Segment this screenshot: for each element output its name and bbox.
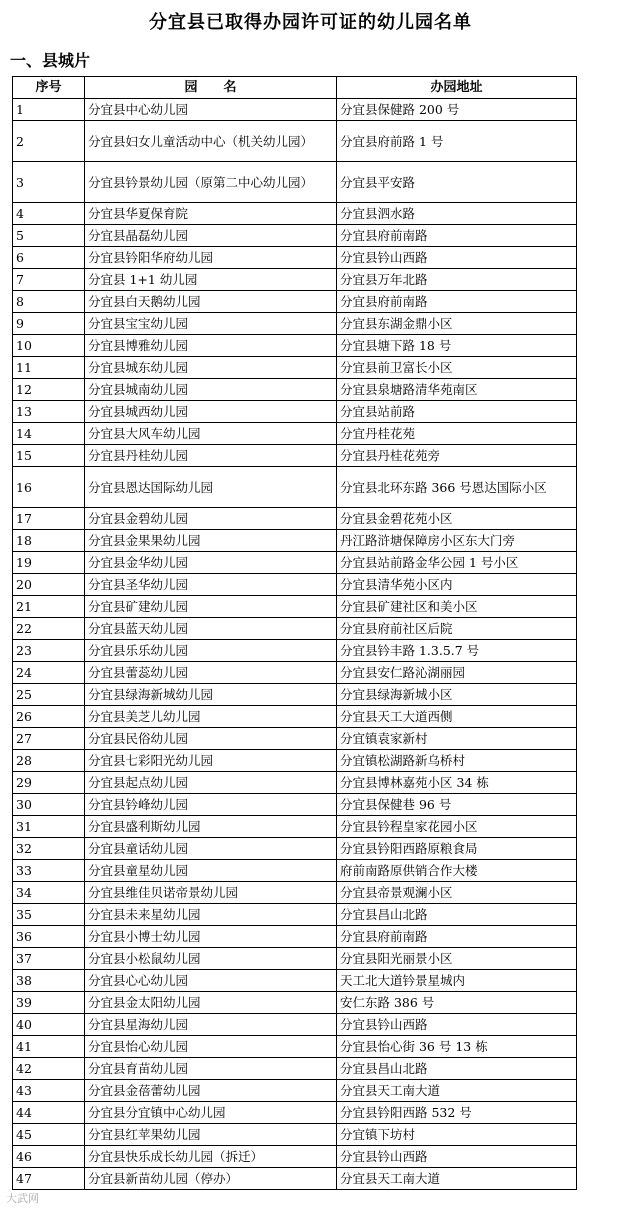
table-row (13, 684, 577, 706)
row-number: 32 (13, 838, 85, 860)
row-number: 41 (13, 1036, 85, 1058)
table-row (13, 772, 577, 794)
table-row (13, 1168, 577, 1190)
row-number: 43 (13, 1080, 85, 1102)
table-row (13, 970, 577, 992)
kindergarten-address: 分宜镇松湖路新乌桥村 (337, 750, 577, 772)
table-row (13, 1036, 577, 1058)
table-row (13, 706, 577, 728)
row-number: 9 (13, 313, 85, 335)
kindergarten-address: 分宜县清华苑小区内 (337, 574, 577, 596)
kindergarten-address: 分宜县钤程皇家花园小区 (337, 816, 577, 838)
row-number: 42 (13, 1058, 85, 1080)
row-number: 26 (13, 706, 85, 728)
kindergarten-address: 分宜县塘下路 18 号 (337, 335, 577, 357)
kindergarten-address: 分宜县阳光丽景小区 (337, 948, 577, 970)
row-number: 34 (13, 882, 85, 904)
kindergarten-name: 分宜县蕾蕊幼儿园 (85, 662, 337, 684)
row-number: 38 (13, 970, 85, 992)
table-row (13, 552, 577, 574)
section-heading: 一、县城片 (10, 51, 91, 70)
table-row (13, 423, 577, 445)
kindergarten-address: 分宜县平安路 (337, 162, 577, 203)
kindergarten-name: 分宜县童话幼儿园 (85, 838, 337, 860)
table-row (13, 574, 577, 596)
kindergarten-name: 分宜县快乐成长幼儿园（拆迁） (85, 1146, 337, 1168)
table-row (13, 838, 577, 860)
kindergarten-address: 天工北大道钤景星城内 (337, 970, 577, 992)
kindergarten-name: 分宜县蓝天幼儿园 (85, 618, 337, 640)
row-number: 7 (13, 269, 85, 291)
kindergarten-address: 分宜县绿海新城小区 (337, 684, 577, 706)
table-row (13, 269, 577, 291)
row-number: 30 (13, 794, 85, 816)
row-number: 13 (13, 401, 85, 423)
row-number: 44 (13, 1102, 85, 1124)
kindergarten-address: 分宜县帝景观澜小区 (337, 882, 577, 904)
table-row (13, 882, 577, 904)
kindergarten-name: 分宜县妇女儿童活动中心（机关幼儿园） (85, 121, 337, 162)
kindergarten-address: 分宜县府前南路 (337, 291, 577, 313)
table-row (13, 247, 577, 269)
table-row (13, 379, 577, 401)
row-number: 28 (13, 750, 85, 772)
kindergarten-address: 分宜县站前路金华公园 1 号小区 (337, 552, 577, 574)
kindergarten-name: 分宜县七彩阳光幼儿园 (85, 750, 337, 772)
header-number: 序号 (13, 77, 85, 99)
kindergarten-name: 分宜县童星幼儿园 (85, 860, 337, 882)
kindergarten-name: 分宜县金果果幼儿园 (85, 530, 337, 552)
kindergarten-address: 分宜县天工大道西侧 (337, 706, 577, 728)
table-row (13, 860, 577, 882)
table-row (13, 467, 577, 508)
row-number: 47 (13, 1168, 85, 1190)
kindergarten-address: 分宜镇袁家新村 (337, 728, 577, 750)
kindergarten-address: 分宜县泉塘路清华苑南区 (337, 379, 577, 401)
kindergarten-address: 分宜县天工南大道 (337, 1080, 577, 1102)
kindergarten-name: 分宜县钤峰幼儿园 (85, 794, 337, 816)
table-row (13, 1080, 577, 1102)
kindergarten-name: 分宜县晶磊幼儿园 (85, 225, 337, 247)
kindergarten-address: 分宜县钤山西路 (337, 247, 577, 269)
kindergarten-address: 分宜县保健巷 96 号 (337, 794, 577, 816)
row-number: 2 (13, 121, 85, 162)
kindergarten-address: 分宜县博林嘉苑小区 34 栋 (337, 772, 577, 794)
kindergarten-name: 分宜县博雅幼儿园 (85, 335, 337, 357)
row-number: 37 (13, 948, 85, 970)
kindergarten-name: 分宜县新苗幼儿园（停办） (85, 1168, 337, 1190)
row-number: 35 (13, 904, 85, 926)
kindergarten-name: 分宜县金碧幼儿园 (85, 508, 337, 530)
kindergarten-name: 分宜县矿建幼儿园 (85, 596, 337, 618)
table-row (13, 530, 577, 552)
header-address: 办园地址 (337, 77, 577, 99)
kindergarten-name: 分宜县盛利斯幼儿园 (85, 816, 337, 838)
kindergarten-address: 安仁东路 386 号 (337, 992, 577, 1014)
row-number: 24 (13, 662, 85, 684)
kindergarten-address: 分宜县钤阳西路原粮食局 (337, 838, 577, 860)
table-row (13, 926, 577, 948)
kindergarten-name: 分宜县民俗幼儿园 (85, 728, 337, 750)
row-number: 14 (13, 423, 85, 445)
kindergarten-name: 分宜县恩达国际幼儿园 (85, 467, 337, 508)
kindergarten-name: 分宜县城南幼儿园 (85, 379, 337, 401)
table-header-row (13, 77, 577, 99)
table-row (13, 1146, 577, 1168)
kindergarten-address: 分宜县钤山西路 (337, 1146, 577, 1168)
table-row (13, 618, 577, 640)
table-row (13, 445, 577, 467)
row-number: 22 (13, 618, 85, 640)
kindergarten-name: 分宜县城西幼儿园 (85, 401, 337, 423)
table-row (13, 401, 577, 423)
kindergarten-name: 分宜县城东幼儿园 (85, 357, 337, 379)
kindergarten-address: 分宜县丹桂花苑旁 (337, 445, 577, 467)
kindergarten-address: 丹江路浒塘保障房小区东大门旁 (337, 530, 577, 552)
row-number: 18 (13, 530, 85, 552)
kindergarten-address: 分宜县昌山北路 (337, 1058, 577, 1080)
row-number: 45 (13, 1124, 85, 1146)
table-row (13, 203, 577, 225)
kindergarten-address: 分宜县保健路 200 号 (337, 99, 577, 121)
kindergarten-name: 分宜县小博士幼儿园 (85, 926, 337, 948)
page-title: 分宜县已取得办园许可证的幼儿园名单 (149, 12, 472, 33)
table-row (13, 121, 577, 162)
kindergarten-address: 分宜县万年北路 (337, 269, 577, 291)
kindergarten-address: 分宜县府前南路 (337, 926, 577, 948)
kindergarten-name: 分宜县中心幼儿园 (85, 99, 337, 121)
row-number: 46 (13, 1146, 85, 1168)
table-row (13, 596, 577, 618)
kindergarten-address: 分宜县钤山西路 (337, 1014, 577, 1036)
row-number: 15 (13, 445, 85, 467)
kindergarten-name: 分宜县小松鼠幼儿园 (85, 948, 337, 970)
kindergarten-name: 分宜县乐乐幼儿园 (85, 640, 337, 662)
table-row (13, 728, 577, 750)
table-row (13, 662, 577, 684)
table-row (13, 640, 577, 662)
header-name: 园 名 (85, 77, 337, 99)
kindergarten-address: 府前南路原供销合作大楼 (337, 860, 577, 882)
table-row (13, 291, 577, 313)
kindergarten-address: 分宜镇下坊村 (337, 1124, 577, 1146)
kindergarten-address: 分宜县天工南大道 (337, 1168, 577, 1190)
table-row (13, 357, 577, 379)
kindergarten-address: 分宜丹桂花苑 (337, 423, 577, 445)
kindergarten-name: 分宜县美芝儿幼儿园 (85, 706, 337, 728)
row-number: 39 (13, 992, 85, 1014)
table-row (13, 1058, 577, 1080)
row-number: 10 (13, 335, 85, 357)
kindergarten-address: 分宜县北环东路 366 号恩达国际小区 (337, 467, 577, 508)
row-number: 8 (13, 291, 85, 313)
kindergarten-address: 分宜县金碧花苑小区 (337, 508, 577, 530)
row-number: 31 (13, 816, 85, 838)
row-number: 20 (13, 574, 85, 596)
kindergarten-name: 分宜县金蓓蕾幼儿园 (85, 1080, 337, 1102)
kindergarten-address: 分宜县钤阳西路 532 号 (337, 1102, 577, 1124)
kindergarten-address: 分宜县府前社区后院 (337, 618, 577, 640)
row-number: 3 (13, 162, 85, 203)
table-row (13, 904, 577, 926)
kindergarten-name: 分宜县分宜镇中心幼儿园 (85, 1102, 337, 1124)
table-row (13, 162, 577, 203)
kindergarten-name: 分宜县未来星幼儿园 (85, 904, 337, 926)
table-row (13, 750, 577, 772)
table-row (13, 313, 577, 335)
row-number: 1 (13, 99, 85, 121)
table-row (13, 508, 577, 530)
table-row (13, 225, 577, 247)
kindergarten-address: 分宜县站前路 (337, 401, 577, 423)
kindergarten-name: 分宜县维佳贝诺帝景幼儿园 (85, 882, 337, 904)
kindergarten-address: 分宜县安仁路沁湖丽园 (337, 662, 577, 684)
kindergarten-address: 分宜县矿建社区和美小区 (337, 596, 577, 618)
row-number: 21 (13, 596, 85, 618)
kindergarten-name: 分宜县育苗幼儿园 (85, 1058, 337, 1080)
kindergarten-name: 分宜县心心幼儿园 (85, 970, 337, 992)
table-row (13, 948, 577, 970)
row-number: 25 (13, 684, 85, 706)
kindergarten-name: 分宜县金华幼儿园 (85, 552, 337, 574)
kindergarten-name: 分宜县丹桂幼儿园 (85, 445, 337, 467)
table-row (13, 794, 577, 816)
row-number: 6 (13, 247, 85, 269)
kindergarten-address: 分宜县府前路 1 号 (337, 121, 577, 162)
kindergarten-address: 分宜县昌山北路 (337, 904, 577, 926)
row-number: 36 (13, 926, 85, 948)
kindergarten-table (12, 76, 577, 1190)
row-number: 23 (13, 640, 85, 662)
row-number: 16 (13, 467, 85, 508)
row-number: 11 (13, 357, 85, 379)
table-row (13, 1102, 577, 1124)
kindergarten-name: 分宜县大风车幼儿园 (85, 423, 337, 445)
kindergarten-name: 分宜县白天鹅幼儿园 (85, 291, 337, 313)
kindergarten-name: 分宜县宝宝幼儿园 (85, 313, 337, 335)
kindergarten-name: 分宜县钤景幼儿园（原第二中心幼儿园） (85, 162, 337, 203)
kindergarten-name: 分宜县金太阳幼儿园 (85, 992, 337, 1014)
row-number: 12 (13, 379, 85, 401)
kindergarten-address: 分宜县东湖金鼎小区 (337, 313, 577, 335)
row-number: 19 (13, 552, 85, 574)
kindergarten-address: 分宜县前卫富长小区 (337, 357, 577, 379)
table-row (13, 1124, 577, 1146)
kindergarten-name: 分宜县红苹果幼儿园 (85, 1124, 337, 1146)
row-number: 5 (13, 225, 85, 247)
table-row (13, 99, 577, 121)
kindergarten-name: 分宜县 1+1 幼儿园 (85, 269, 337, 291)
kindergarten-address: 分宜县钤丰路 1.3.5.7 号 (337, 640, 577, 662)
kindergarten-name: 分宜县圣华幼儿园 (85, 574, 337, 596)
kindergarten-name: 分宜县钤阳华府幼儿园 (85, 247, 337, 269)
row-number: 27 (13, 728, 85, 750)
table-row (13, 816, 577, 838)
row-number: 4 (13, 203, 85, 225)
kindergarten-address: 分宜县怡心街 36 号 13 栋 (337, 1036, 577, 1058)
row-number: 40 (13, 1014, 85, 1036)
row-number: 17 (13, 508, 85, 530)
kindergarten-name: 分宜县起点幼儿园 (85, 772, 337, 794)
table-row (13, 1014, 577, 1036)
row-number: 33 (13, 860, 85, 882)
kindergarten-name: 分宜县怡心幼儿园 (85, 1036, 337, 1058)
watermark: 大武网 (6, 1192, 39, 1205)
kindergarten-address: 分宜县泗水路 (337, 203, 577, 225)
table-body (13, 99, 577, 1190)
table-row (13, 992, 577, 1014)
kindergarten-name: 分宜县星海幼儿园 (85, 1014, 337, 1036)
row-number: 29 (13, 772, 85, 794)
table-row (13, 335, 577, 357)
kindergarten-name: 分宜县华夏保育院 (85, 203, 337, 225)
kindergarten-name: 分宜县绿海新城幼儿园 (85, 684, 337, 706)
kindergarten-address: 分宜县府前南路 (337, 225, 577, 247)
